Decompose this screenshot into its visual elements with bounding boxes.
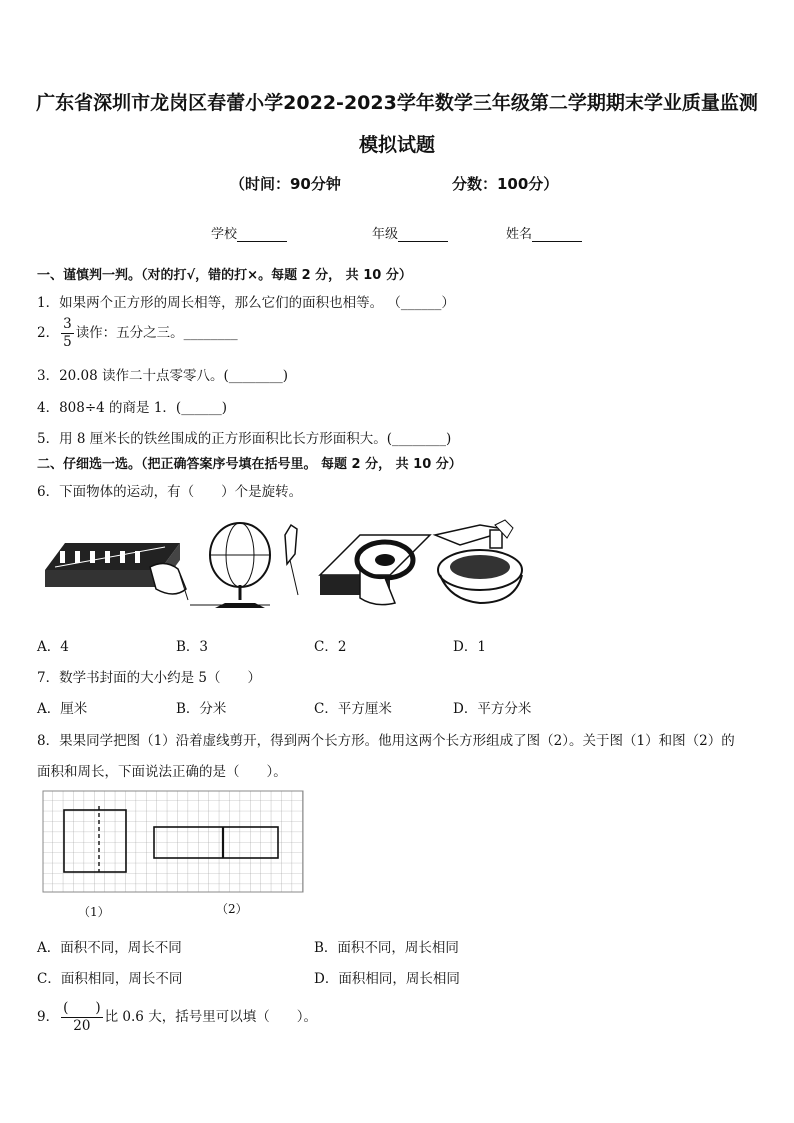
figure-2-label: （2）: [216, 902, 248, 916]
exam-score: 分数：100分）: [452, 175, 559, 193]
question-9: 9． $\frac{( )}{20}$ 比 0.6 大，括号里可以填（ ）。: [37, 1000, 317, 1034]
section1-heading: 一、谨慎判一判。（对的打√，错的打×。每题 2 分， 共 10 分）: [37, 268, 412, 283]
question-3: 3．20.08 读作二十点零零八。(________): [37, 368, 289, 384]
q7-option-d[interactable]: D．平方分米: [453, 701, 532, 717]
question-8-line2: 面积和周长，下面说法正确的是（ ）。: [37, 764, 287, 780]
grade-field: [372, 223, 448, 242]
q7-option-c[interactable]: C．平方厘米: [314, 701, 392, 717]
question-2: 2． $\frac{3}{5}$ 读作：五分之三。________: [37, 316, 238, 350]
grid-figure: [42, 790, 304, 894]
figure-1-label: （1）: [78, 905, 110, 919]
fraction: $\frac{( )}{20}$: [63, 1000, 101, 1034]
q8-option-a[interactable]: A．面积不同，周长不同: [37, 940, 182, 956]
faucet-image: [435, 520, 522, 603]
q8-option-d[interactable]: D．面积相同，周长相同: [314, 971, 460, 987]
steering-wheel-image: [320, 535, 430, 605]
grade-label: 年级: [372, 227, 399, 242]
name-blank[interactable]: [532, 227, 582, 242]
question-8-line1: 8．果果同学把图（1）沿着虚线剪开，得到两个长方形。他用这两个长方形组成了图（2）。关于图（1）和图（2）的: [37, 733, 735, 749]
q8-option-c[interactable]: C．面积相同，周长不同: [37, 971, 183, 987]
question-4: 4．808÷4 的商是 1．(______): [37, 400, 227, 416]
page-title: 广东省深圳市龙岗区春蕾小学2022-2023学年数学三年级第二学期期末学业质量监测: [36, 92, 758, 114]
q8-option-b[interactable]: B．面积不同，周长相同: [314, 940, 459, 956]
school-label: 学校: [211, 227, 238, 242]
section2-heading: 二、仔细选一选。（把正确答案序号填在括号里。 每题 2 分， 共 10 分）: [37, 457, 462, 472]
exam-time: （时间：90分钟: [230, 175, 341, 193]
question-7: 7．数学书封面的大小约是 5（ ）: [37, 670, 261, 686]
q6-option-d[interactable]: D．1: [453, 639, 486, 655]
globe-image: [190, 523, 298, 608]
motion-illustrations: [40, 515, 530, 610]
question-6: 6．下面物体的运动，有（ ）个是旋转。: [37, 484, 303, 500]
page-title-line2: 模拟试题: [358, 134, 435, 156]
name-field: [506, 223, 582, 242]
question-1: 1．如果两个正方形的周长相等，那么它们的面积也相等。 （______）: [37, 295, 455, 311]
grade-blank[interactable]: [398, 227, 448, 242]
q6-option-b[interactable]: B．3: [176, 639, 209, 655]
question-5: 5．用 8 厘米长的铁丝围成的正方形面积比长方形面积大。(________): [37, 431, 452, 447]
q6-option-c[interactable]: C．2: [314, 639, 347, 655]
q7-option-a[interactable]: A．厘米: [37, 701, 88, 717]
school-field: [211, 223, 287, 242]
q6-option-a[interactable]: A．4: [37, 639, 69, 655]
abacus-image: [45, 543, 188, 600]
name-label: 姓名: [506, 227, 533, 242]
fraction: $\frac{3}{5}$: [63, 316, 72, 350]
school-blank[interactable]: [237, 227, 287, 242]
q7-option-b[interactable]: B．分米: [176, 701, 227, 717]
